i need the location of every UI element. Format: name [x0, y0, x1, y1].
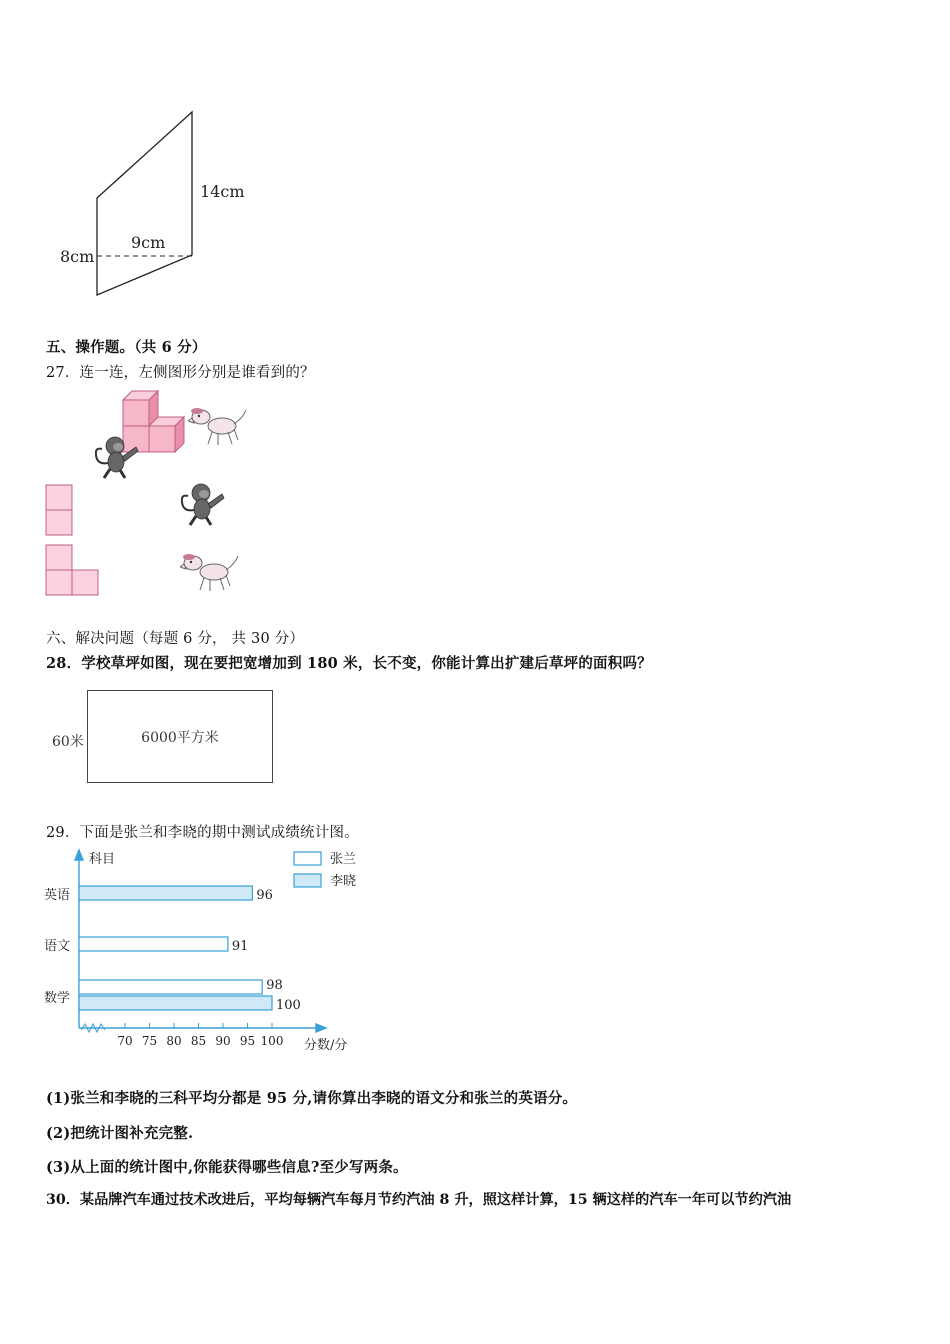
label-14cm: 14cm — [200, 182, 245, 201]
legend-swatch — [294, 852, 321, 865]
label-8cm: 8cm — [60, 247, 95, 266]
dog-icon — [188, 404, 250, 448]
bar — [79, 980, 262, 994]
dog-icon-right — [180, 550, 242, 594]
question-30: 30．某品牌汽车通过技术改进后，平均每辆汽车每月节约汽油 8 升，照这样计算，15 辆这样的汽车一年可以节约汽油 — [46, 1192, 792, 1208]
question-29-sub-3: (3)从上面的统计图中,你能获得哪些信息?至少写两条。 — [46, 1159, 408, 1176]
x-tick-label: 90 — [215, 1034, 231, 1048]
lawn-area-label: 6000平方米 — [141, 729, 219, 746]
x-tick-label: 95 — [239, 1034, 256, 1048]
x-tick-label: 85 — [190, 1034, 207, 1048]
question-29-sub-1: (1)张兰和李晓的三科平均分都是 95 分,请你算出李晓的语文分和张兰的英语分。 — [46, 1090, 578, 1107]
bar — [79, 937, 228, 951]
score-bar-chart — [40, 846, 370, 1056]
x-axis-label: 分数/分 — [304, 1038, 348, 1053]
bar — [79, 996, 272, 1010]
legend-label: 李晓 — [330, 874, 357, 889]
question-27: 27．连一连，左侧图形分别是谁看到的？ — [46, 365, 315, 381]
y-axis-label: 科目 — [89, 852, 116, 867]
y-axis-arrow — [75, 850, 83, 860]
bar-value-label: 96 — [256, 888, 273, 903]
x-tick-label: 100 — [260, 1034, 284, 1048]
question-28: 28．学校草坪如图，现在要把宽增加到 180 米，长不变，你能计算出扩建后草坪的面积吗？ — [46, 655, 652, 672]
monkey-icon-right — [178, 482, 228, 527]
bar-value-label: 98 — [266, 978, 283, 993]
category-label: 数学 — [44, 991, 71, 1006]
lawn-side-label: 60米 — [52, 734, 84, 750]
bar-value-label: 100 — [276, 998, 301, 1013]
legend-label: 张兰 — [330, 852, 357, 867]
two-square-column-shape — [44, 483, 74, 537]
x-tick-label: 80 — [166, 1034, 182, 1048]
trapezoid-figure — [55, 105, 265, 305]
section-6-heading: 六、解决问题（每题 6 分， 共 30 分） — [46, 631, 305, 647]
x-tick-label: 70 — [117, 1034, 133, 1048]
x-tick-label: 75 — [141, 1034, 158, 1048]
category-label: 英语 — [44, 888, 71, 903]
bar-value-label: 91 — [231, 939, 249, 954]
category-label: 语文 — [44, 939, 71, 954]
bar — [79, 886, 252, 900]
x-axis-arrow — [316, 1024, 326, 1032]
legend-swatch — [294, 874, 321, 887]
monkey-icon — [92, 435, 142, 480]
trapezoid-shape — [97, 112, 192, 295]
question-29-sub-2: (2)把统计图补充完整. — [46, 1125, 194, 1142]
question-29: 29．下面是张兰和李晓的期中测试成绩统计图。 — [46, 825, 359, 841]
label-9cm: 9cm — [131, 233, 166, 252]
lawn-rectangle — [87, 690, 273, 783]
section-5-heading: 五、操作题。（共 6 分） — [46, 339, 207, 356]
l-shape-figure — [44, 543, 100, 598]
